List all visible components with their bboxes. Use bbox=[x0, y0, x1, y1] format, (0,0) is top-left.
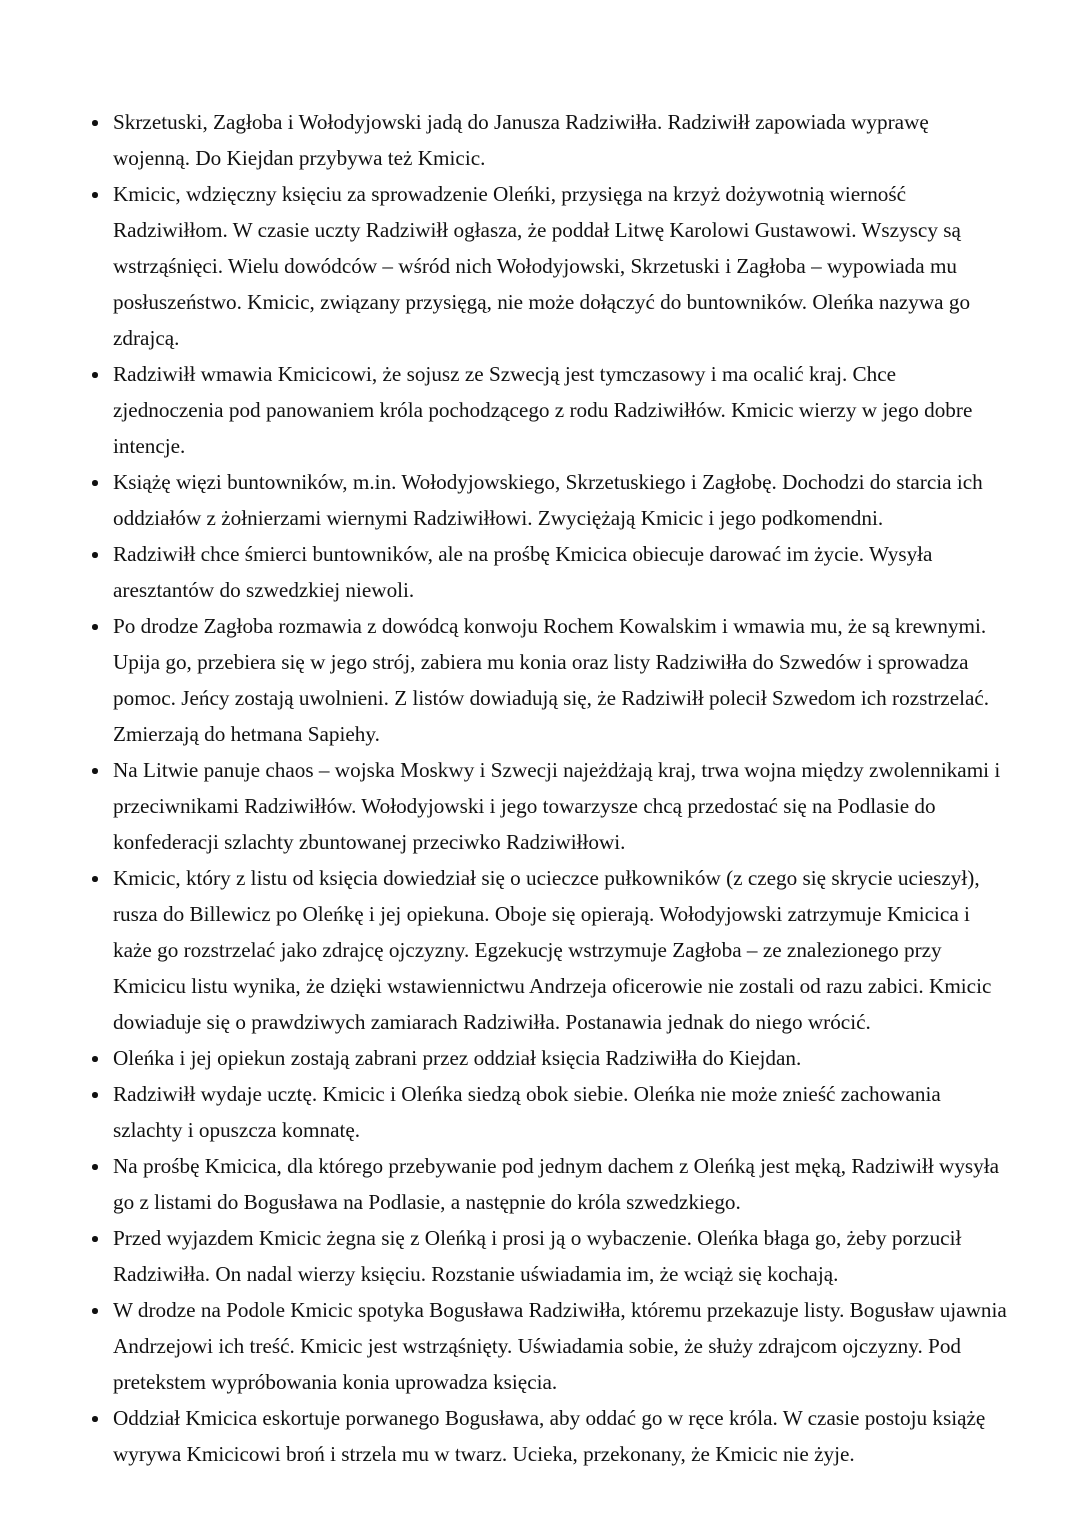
list-item-text: Na Litwie panuje chaos – wojska Moskwy i Szwecji najeżdżają kraj, trwa wojna między zwolennikami i przeciwnikami Radziwiłłów. Wołodyjowski i jego towarzysze chcą przedostać się na Podlasie do konfederacji szlachty zbuntowanej przeciwko Radziwiłłowi. bbox=[113, 758, 1001, 854]
list-item-text: Radziwiłł chce śmierci buntowników, ale na prośbę Kmicica obiecuje darować im życie. Wysyła aresztantów do szwedzkiej niewoli. bbox=[113, 542, 933, 602]
list-item-text: Radziwiłł wmawia Kmicicowi, że sojusz ze Szwecją jest tymczasowy i ma ocalić kraj. Chce zjednoczenia pod panowaniem króla pochodzącego z rodu Radziwiłłów. Kmicic wierzy w jego dobre intencje. bbox=[113, 362, 973, 458]
list-item bbox=[70, 1220, 1010, 1292]
list-item-text: Oleńka i jej opiekun zostają zabrani przez oddział księcia Radziwiłła do Kiejdan. bbox=[113, 1046, 802, 1070]
list-item bbox=[70, 464, 1010, 536]
list-item-text: Skrzetuski, Zagłoba i Wołodyjowski jadą do Janusza Radziwiłła. Radziwiłł zapowiada wyprawę wojenną. Do Kiejdan przybywa też Kmicic. bbox=[113, 110, 929, 170]
list-item bbox=[70, 608, 1010, 752]
list-item-text: Kmicic, wdzięczny księciu za sprowadzenie Oleńki, przysięga na krzyż dożywotnią wierność Radziwiłłom. W czasie uczty Radziwiłł ogłasza, że poddał Litwę Karolowi Gustawowi. Wszyscy są wstrząśnięci. Wielu dowódców – wśród nich Wołodyjowski, Skrzetuski i Zagłoba – wypowiada mu posłuszeństwo. Kmicic, związany przysięgą, nie może dołączyć do buntowników. Oleńka nazywa go zdrajcą. bbox=[113, 182, 971, 350]
list-item-text: Oddział Kmicica eskortuje porwanego Bogusława, aby oddać go w ręce króla. W czasie postoju książę wyrywa Kmicicowi broń i strzela mu w twarz. Ucieka, przekonany, że Kmicic nie żyje. bbox=[113, 1406, 986, 1466]
list-item bbox=[70, 1040, 1010, 1076]
list-item bbox=[70, 104, 1010, 176]
list-item bbox=[70, 1400, 1010, 1472]
list-item-text: Po drodze Zagłoba rozmawia z dowódcą konwoju Rochem Kowalskim i wmawia mu, że są krewnymi. Upija go, przebiera się w jego strój, zabiera mu konia oraz listy Radziwiłła do Szwedów i sprowadza pomoc. Jeńcy zostają uwolnieni. Z listów dowiadują się, że Radziwiłł polecił Szwedom ich rozstrzelać. Zmierzają do hetmana Sapiehy. bbox=[113, 614, 990, 746]
list-item-text: Na prośbę Kmicica, dla którego przebywanie pod jednym dachem z Oleńką jest męką, Radziwiłł wysyła go z listami do Bogusława na Podlasie, a następnie do króla szwedzkiego. bbox=[113, 1154, 1000, 1214]
list-item bbox=[70, 176, 1010, 356]
list-item bbox=[70, 1076, 1010, 1148]
list-item bbox=[70, 860, 1010, 1040]
list-item-text: Kmicic, który z listu od księcia dowiedział się o ucieczce pułkowników (z czego się skrycie ucieszył), rusza do Billewicz po Oleńkę i jej opiekuna. Oboje się opierają. Wołodyjowski zatrzymuje Kmicica i każe go rozstrzelać jako zdrajcę ojczyzny. Egzekucję wstrzymuje Zagłoba – ze znalezionego przy Kmicicu listu wynika, że dzięki wstawiennictwu Andrzeja oficerowie nie zostali od razu zabici. Kmicic dowiaduje się o prawdziwych zamiarach Radziwiłła. Postanawia jednak do niego wrócić. bbox=[113, 866, 992, 1034]
plot-summary-list bbox=[70, 104, 1010, 1472]
list-item-text: Książę więzi buntowników, m.in. Wołodyjowskiego, Skrzetuskiego i Zagłobę. Dochodzi do starcia ich oddziałów z żołnierzami wiernymi Radziwiłłowi. Zwyciężają Kmicic i jego podkomendni. bbox=[113, 470, 983, 530]
list-item-text: Przed wyjazdem Kmicic żegna się z Oleńką i prosi ją o wybaczenie. Oleńka błaga go, żeby porzucił Radziwiłła. On nadal wierzy księciu. Rozstanie uświadamia im, że wciąż się kochają. bbox=[113, 1226, 962, 1286]
list-item bbox=[70, 752, 1010, 860]
list-item bbox=[70, 1148, 1010, 1220]
list-item bbox=[70, 356, 1010, 464]
list-item-text: Radziwiłł wydaje ucztę. Kmicic i Oleńka siedzą obok siebie. Oleńka nie może znieść zachowania szlachty i opuszcza komnatę. bbox=[113, 1082, 941, 1142]
list-item bbox=[70, 1292, 1010, 1400]
list-item bbox=[70, 536, 1010, 608]
list-item-text: W drodze na Podole Kmicic spotyka Bogusława Radziwiłła, któremu przekazuje listy. Bogusław ujawnia Andrzejowi ich treść. Kmicic jest wstrząśnięty. Uświadamia sobie, że służy zdrajcom ojczyzny. Pod pretekstem wypróbowania konia uprowadza księcia. bbox=[113, 1298, 1007, 1394]
